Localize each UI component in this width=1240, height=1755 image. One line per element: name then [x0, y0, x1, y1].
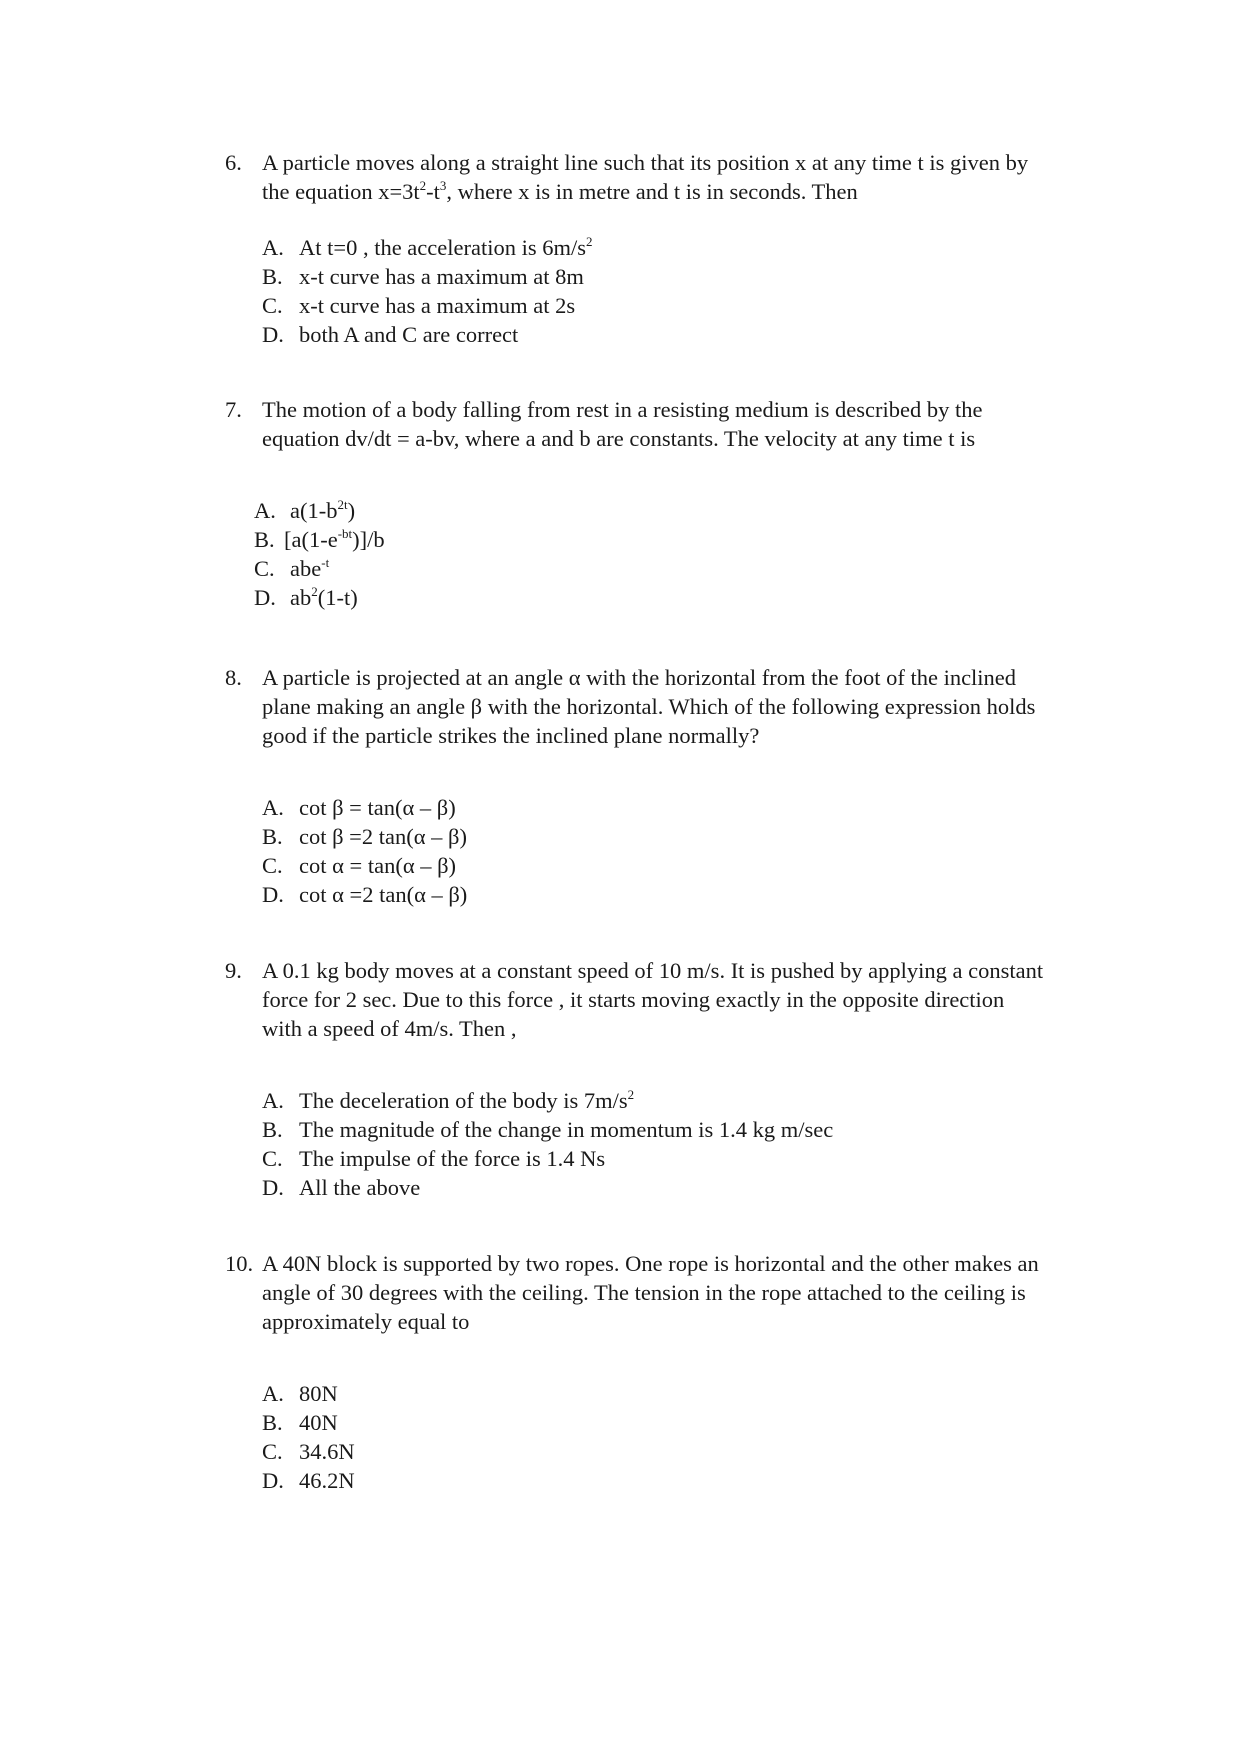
option-text: 34.6N	[299, 1439, 355, 1464]
option-list	[262, 233, 1082, 349]
option-text: $ab^2(1-t)$	[290, 584, 358, 610]
question-text: A particle is projected at an angle α with the horizontal from the foot of the inclined plane making an angle β with the horizontal. Which of the following expression holds good if the particle strikes the inclined plane normally?	[262, 665, 1036, 748]
option-letter: D.	[254, 585, 276, 610]
option-letter: D.	[262, 322, 284, 347]
option-d	[254, 583, 1074, 612]
option-text: cot β =2 tan(α – β)	[299, 824, 467, 849]
option-b	[262, 262, 1082, 291]
option-text: cot β = tan(α – β)	[299, 795, 456, 820]
option-b	[262, 822, 1082, 851]
option-text: x-t curve has a maximum at 2s	[299, 293, 576, 318]
question-stem	[225, 1249, 1045, 1336]
question-7	[225, 395, 1045, 610]
option-letter: C.	[262, 1146, 283, 1171]
option-text: $[a(1-e^{-bt})]/b$	[284, 526, 385, 552]
option-a	[262, 233, 1082, 262]
option-letter: C.	[262, 293, 283, 318]
option-letter: B.	[262, 1410, 283, 1435]
option-letter: B.	[262, 1117, 283, 1142]
option-text: cot α = tan(α – β)	[299, 853, 457, 878]
question-6	[225, 148, 1045, 347]
option-text: The magnitude of the change in momentum is 1.4 kg m/sec	[299, 1117, 834, 1142]
option-c	[262, 851, 1082, 880]
option-b	[254, 525, 1074, 554]
option-letter: D.	[262, 882, 284, 907]
option-letter: A.	[254, 498, 276, 523]
option-text: All the above	[299, 1175, 421, 1200]
question-number: 9.	[225, 958, 242, 983]
option-text: $a(1-b^{2t})$	[290, 497, 356, 523]
option-text: both A and C are correct	[299, 322, 519, 347]
option-d	[262, 320, 1082, 349]
question-stem	[225, 956, 1045, 1043]
option-text: abe$^{-t}$	[290, 555, 330, 581]
option-b	[262, 1115, 1082, 1144]
option-letter: A.	[262, 235, 284, 260]
option-letter: B.	[262, 824, 283, 849]
option-d	[262, 1173, 1082, 1202]
option-a	[254, 496, 1074, 525]
option-letter: D.	[262, 1468, 284, 1493]
question-stem	[225, 148, 1045, 206]
option-d	[262, 880, 1082, 909]
option-list	[262, 1379, 1082, 1495]
option-a	[262, 793, 1082, 822]
question-text: The motion of a body falling from rest in a resisting medium is described by the equation dv/dt = a-bv, where a and b are constants. The velocity at any time t is	[262, 397, 983, 451]
question-number: 8.	[225, 665, 242, 690]
option-text: 40N	[299, 1410, 338, 1435]
question-text: A 40N block is supported by two ropes. One rope is horizontal and the other makes an angle of 30 degrees with the ceiling. The tension in the rope attached to the ceiling is approximately equal to	[262, 1251, 1039, 1334]
question-stem	[225, 395, 1045, 453]
question-stem	[225, 663, 1045, 750]
option-a	[262, 1086, 1082, 1115]
option-text: The impulse of the force is 1.4 Ns	[299, 1146, 606, 1171]
option-text: 80N	[299, 1381, 338, 1406]
option-c	[254, 554, 1074, 583]
question-10	[225, 1249, 1045, 1493]
option-letter: C.	[254, 556, 275, 581]
option-letter: B.	[254, 527, 275, 552]
option-c	[262, 1437, 1082, 1466]
option-letter: A.	[262, 795, 284, 820]
question-number: 7.	[225, 397, 242, 422]
option-a	[262, 1379, 1082, 1408]
option-text: 46.2N	[299, 1468, 355, 1493]
option-c	[262, 1144, 1082, 1173]
option-letter: C.	[262, 853, 283, 878]
option-c	[262, 291, 1082, 320]
question-number: 10.	[225, 1251, 254, 1276]
question-number: 6.	[225, 150, 242, 175]
option-list	[254, 496, 1074, 612]
question-text: A particle moves along a straight line such that its position x at any time t is given by the equation $x=3t^2-t^3$, where x is in metre and t is in seconds. Then	[262, 150, 1029, 204]
option-text: The deceleration of the body is $7m/s^2$	[299, 1087, 635, 1113]
option-d	[262, 1466, 1082, 1495]
question-9	[225, 956, 1045, 1200]
question-text: A 0.1 kg body moves at a constant speed of 10 m/s. It is pushed by applying a constant force for 2 sec. Due to this force , it starts moving exactly in the opposite direction with a speed of 4m/s. Then ,	[262, 958, 1044, 1041]
option-text: x-t curve has a maximum at 8m	[299, 264, 584, 289]
option-list	[262, 1086, 1082, 1202]
option-letter: B.	[262, 264, 283, 289]
option-text: cot α =2 tan(α – β)	[299, 882, 468, 907]
option-letter: D.	[262, 1175, 284, 1200]
option-list	[262, 793, 1082, 909]
option-letter: A.	[262, 1088, 284, 1113]
option-b	[262, 1408, 1082, 1437]
question-8	[225, 663, 1045, 907]
option-letter: C.	[262, 1439, 283, 1464]
option-text: At t=0 , the acceleration is $6m/s^2$	[299, 234, 593, 260]
option-letter: A.	[262, 1381, 284, 1406]
